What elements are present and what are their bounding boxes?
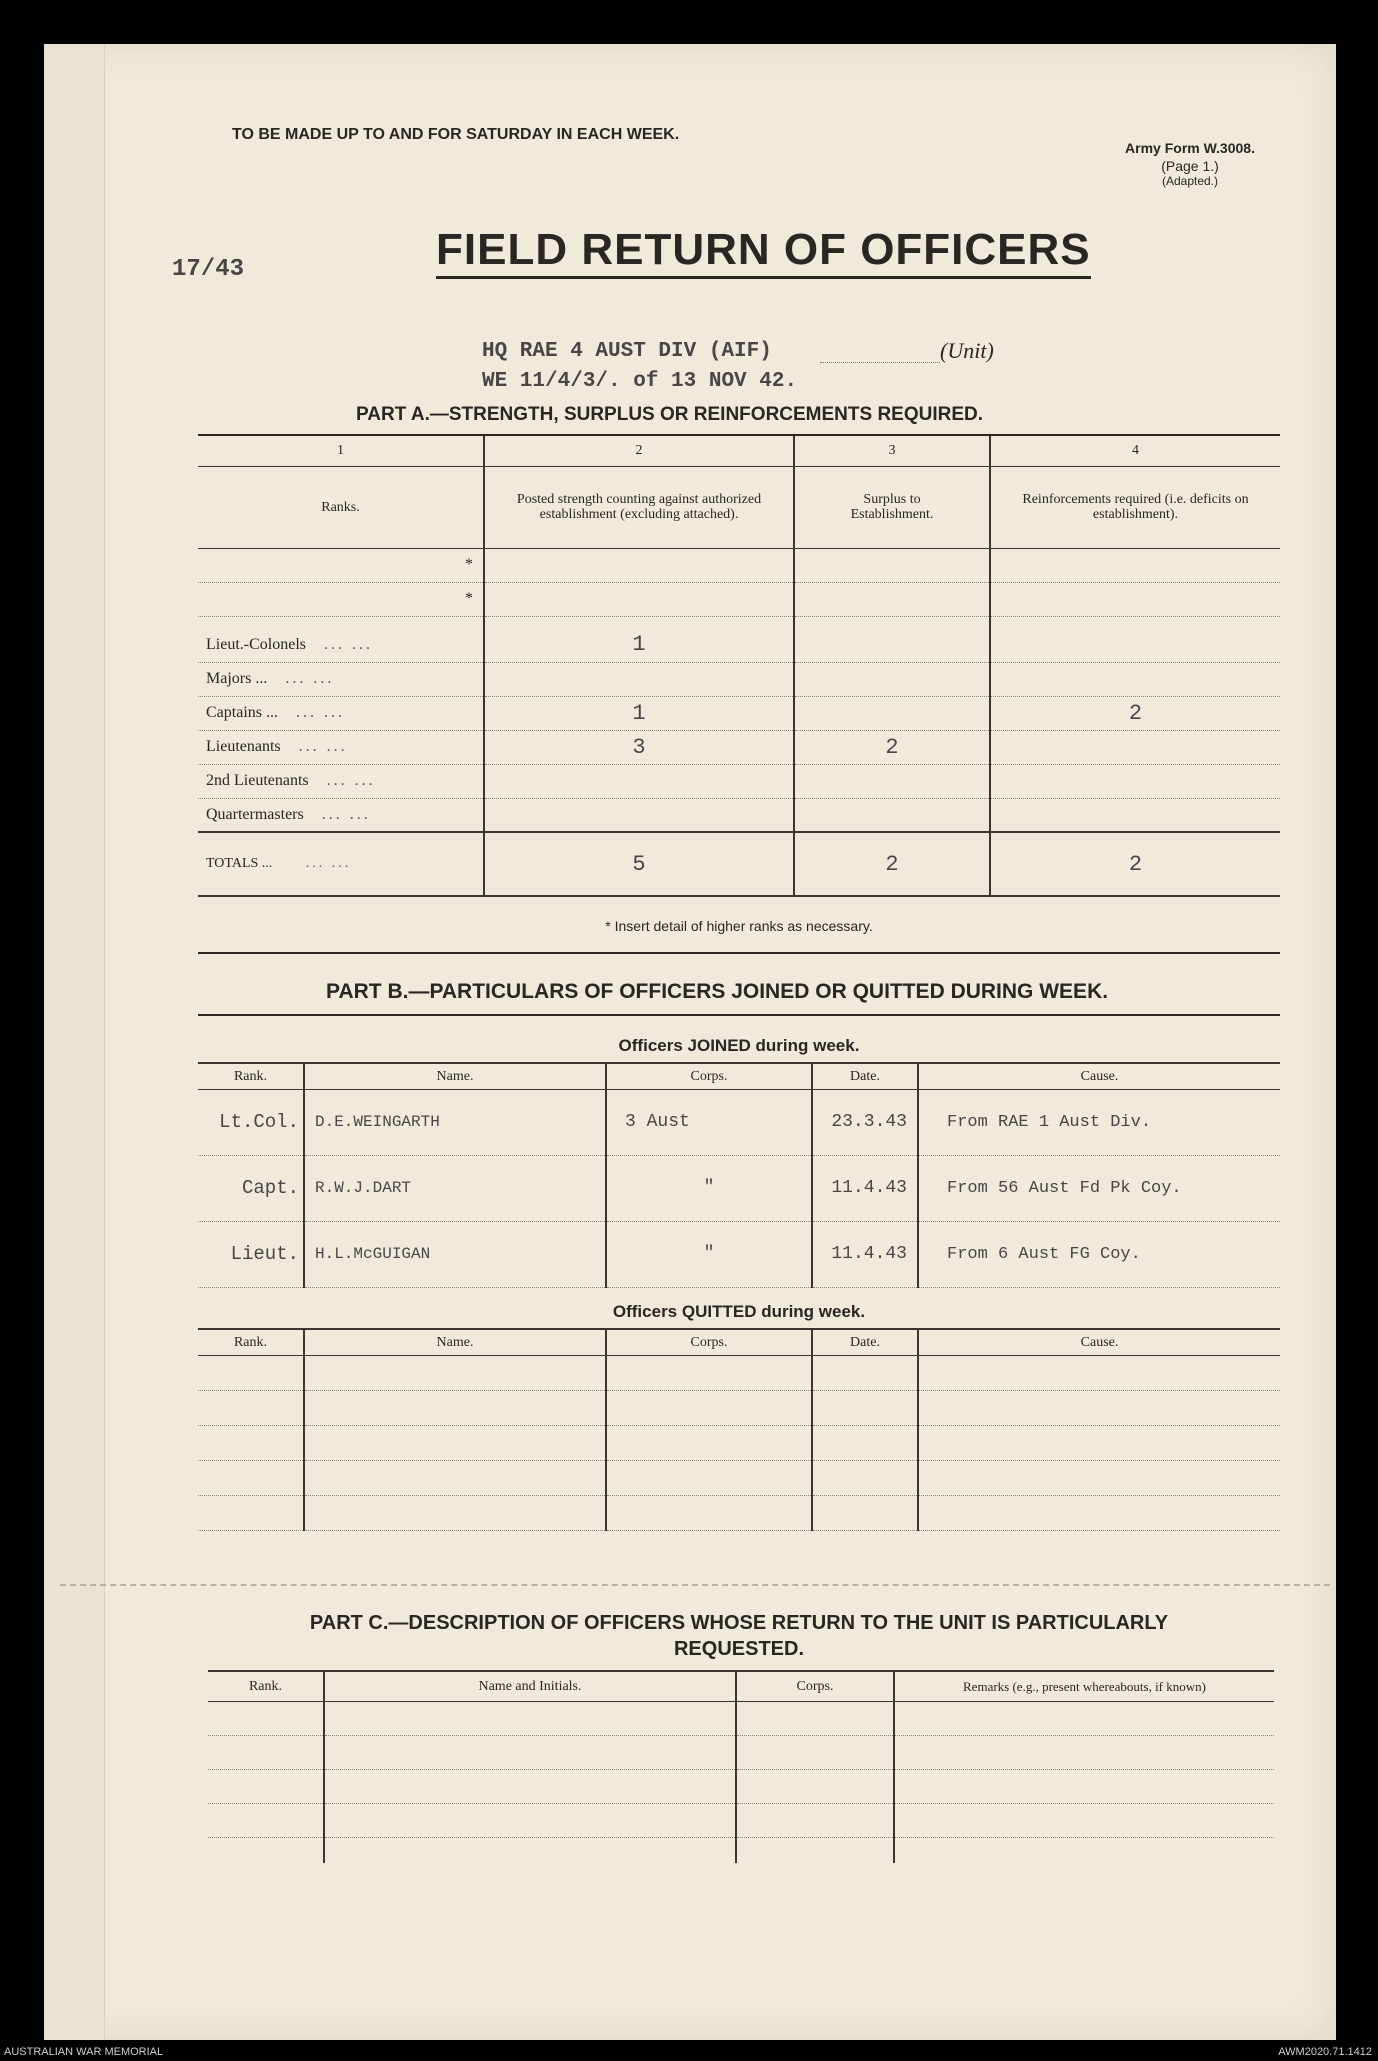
col-corps: Corps. <box>736 1671 894 1701</box>
joined-cause: From 6 Aust FG Coy. <box>918 1221 1280 1287</box>
joined-corps: " <box>606 1155 812 1221</box>
adapted-note: (Adapted.) <box>1161 174 1219 188</box>
reference-number: 17/43 <box>172 256 245 283</box>
page-title: FIELD RETURN OF OFFICERS <box>436 224 1091 279</box>
joined-corps: " <box>606 1221 812 1287</box>
part-a-title: PART A.—STRENGTH, SURPLUS OR REINFORCEMENTS REQUIRED. <box>356 404 984 425</box>
col-number-4: 4 <box>990 436 1280 466</box>
perforation-line <box>60 1584 1330 1586</box>
table-row <box>208 1803 1274 1837</box>
table-row <box>198 1221 1280 1287</box>
joined-date: 23.3.43 <box>812 1089 918 1155</box>
joined-name: R.W.J.DART <box>304 1155 606 1221</box>
part-b-title: PART B.—PARTICULARS OF OFFICERS JOINED OR QUITTED DURING WEEK. <box>326 980 1109 1003</box>
rank-row: Lieutenants ... ... 3 2 <box>198 730 1280 764</box>
surplus-value <box>794 798 990 832</box>
col-cause: Cause. <box>918 1063 1280 1089</box>
joined-cause: From RAE 1 Aust Div. <box>918 1089 1280 1155</box>
unit-dotted-line <box>820 362 940 363</box>
table-row <box>208 1735 1274 1769</box>
col-remarks: Remarks (e.g., present whereabouts, if known) <box>894 1671 1274 1701</box>
reinf-value <box>990 662 1280 696</box>
posted-value <box>484 764 794 798</box>
col-rank: Rank. <box>233 1334 268 1350</box>
footer-accession-number: AWM2020.71.1412 <box>1278 2046 1372 2058</box>
col-corps: Corps. <box>606 1063 812 1089</box>
part-b-top-rule <box>198 1014 1280 1016</box>
surplus-value <box>794 628 990 662</box>
joined-title: Officers JOINED during week. <box>618 1036 860 1055</box>
table-row <box>198 1355 1280 1390</box>
col-rank: Rank. <box>233 1068 268 1084</box>
col-number-3: 3 <box>794 436 990 466</box>
col-cause: Cause. <box>918 1329 1280 1355</box>
joined-cause: From 56 Aust Fd Pk Coy. <box>918 1155 1280 1221</box>
joined-corps: 3 Aust <box>606 1089 812 1155</box>
header-reinforcements: Reinforcements required (i.e. deficits on establishment). <box>990 466 1280 548</box>
higher-rank-row: * <box>198 582 484 616</box>
table-row <box>208 1769 1274 1803</box>
part-c-table <box>208 1670 1274 1863</box>
table-row <box>198 1425 1280 1460</box>
joined-rank: Capt. <box>241 1177 299 1199</box>
joined-name: D.E.WEINGARTH <box>304 1089 606 1155</box>
rank-label: Lieutenants <box>206 738 281 755</box>
surplus-value <box>794 662 990 696</box>
table-row <box>198 1155 1280 1221</box>
joined-date: 11.4.43 <box>812 1221 918 1287</box>
joined-rank: Lt.Col. <box>219 1111 299 1133</box>
part-a-table <box>198 436 1280 897</box>
surplus-value <box>794 696 990 730</box>
table-row <box>198 1495 1280 1530</box>
posted-value: 1 <box>484 696 794 730</box>
col-rank: Rank. <box>248 1678 283 1694</box>
table-row <box>208 1837 1274 1863</box>
quitted-title: Officers QUITTED during week. <box>612 1302 866 1321</box>
page-number: (Page 1.) <box>1161 158 1219 174</box>
joined-name: H.L.McGUIGAN <box>304 1221 606 1287</box>
unit-value: HQ RAE 4 AUST DIV (AIF) <box>482 340 772 363</box>
totals-label: TOTALS ... <box>206 856 273 871</box>
paper-edge-strip <box>44 44 105 2040</box>
posted-value <box>484 662 794 696</box>
reinf-value <box>990 798 1280 832</box>
joined-table <box>198 1062 1280 1288</box>
reinf-value: 2 <box>990 696 1280 730</box>
col-date: Date. <box>812 1329 918 1355</box>
col-corps: Corps. <box>606 1329 812 1355</box>
totals-row: TOTALS ... ... ... 5 2 2 <box>198 832 1280 896</box>
instruction-text: TO BE MADE UP TO AND FOR SATURDAY IN EACH WEEK. <box>232 126 680 143</box>
rank-label: Captains ... <box>206 704 278 721</box>
rank-label: Majors ... <box>206 670 268 687</box>
joined-date: 11.4.43 <box>812 1155 918 1221</box>
posted-value: 1 <box>484 628 794 662</box>
header-surplus: Surplus to Establishment. <box>794 466 990 548</box>
week-ending: WE 11/4/3/. of 13 NOV 42. <box>482 370 798 393</box>
surplus-value <box>794 764 990 798</box>
rank-row: Captains ... ... ... 1 2 <box>198 696 1280 730</box>
table-row <box>198 1460 1280 1495</box>
part-c-title-line2: REQUESTED. <box>673 1638 805 1660</box>
rank-label: Quartermasters <box>206 805 304 823</box>
rank-row: Majors ... ... ... <box>198 662 1280 696</box>
reinf-value <box>990 730 1280 764</box>
unit-label: (Unit) <box>940 338 994 363</box>
table-row <box>198 1089 1280 1155</box>
col-date: Date. <box>812 1063 918 1089</box>
part-a-bottom-rule <box>198 952 1280 954</box>
header-ranks: Ranks. <box>321 499 360 515</box>
col-name: Name. <box>304 1329 606 1355</box>
part-a-footnote: * Insert detail of higher ranks as necessary. <box>605 918 873 934</box>
totals-surplus: 2 <box>794 832 990 896</box>
rank-label: 2nd Lieutenants <box>206 772 309 789</box>
header-posted-strength: Posted strength counting against authorized establishment (excluding attached). <box>484 466 794 548</box>
higher-rank-row: * <box>198 548 484 582</box>
col-number-1: 1 <box>337 443 344 459</box>
col-name: Name. <box>304 1063 606 1089</box>
surplus-value: 2 <box>794 730 990 764</box>
col-name-initials: Name and Initials. <box>324 1671 736 1701</box>
rank-row: Quartermasters ... ... <box>198 798 1280 832</box>
rank-row: Lieut.-Colonels ... ... 1 <box>198 628 1280 662</box>
reinf-value <box>990 764 1280 798</box>
table-row <box>198 1390 1280 1425</box>
col-number-2: 2 <box>484 436 794 466</box>
table-row <box>208 1701 1274 1735</box>
rank-label: Lieut.-Colonels <box>206 635 306 653</box>
joined-rank: Lieut. <box>230 1243 299 1265</box>
rank-row: 2nd Lieutenants ... ... <box>198 764 1280 798</box>
reinf-value <box>990 628 1280 662</box>
posted-value <box>484 798 794 832</box>
totals-reinf: 2 <box>990 832 1280 896</box>
part-c-title-line1: PART C.—DESCRIPTION OF OFFICERS WHOSE RETURN TO THE UNIT IS PARTICULARLY <box>309 1612 1169 1634</box>
part-c-title <box>198 1610 1280 1662</box>
footer-credit: AUSTRALIAN WAR MEMORIAL <box>4 2046 164 2058</box>
totals-posted: 5 <box>484 832 794 896</box>
quitted-table <box>198 1328 1280 1531</box>
form-number: Army Form W.3008. <box>1125 140 1255 156</box>
posted-value: 3 <box>484 730 794 764</box>
